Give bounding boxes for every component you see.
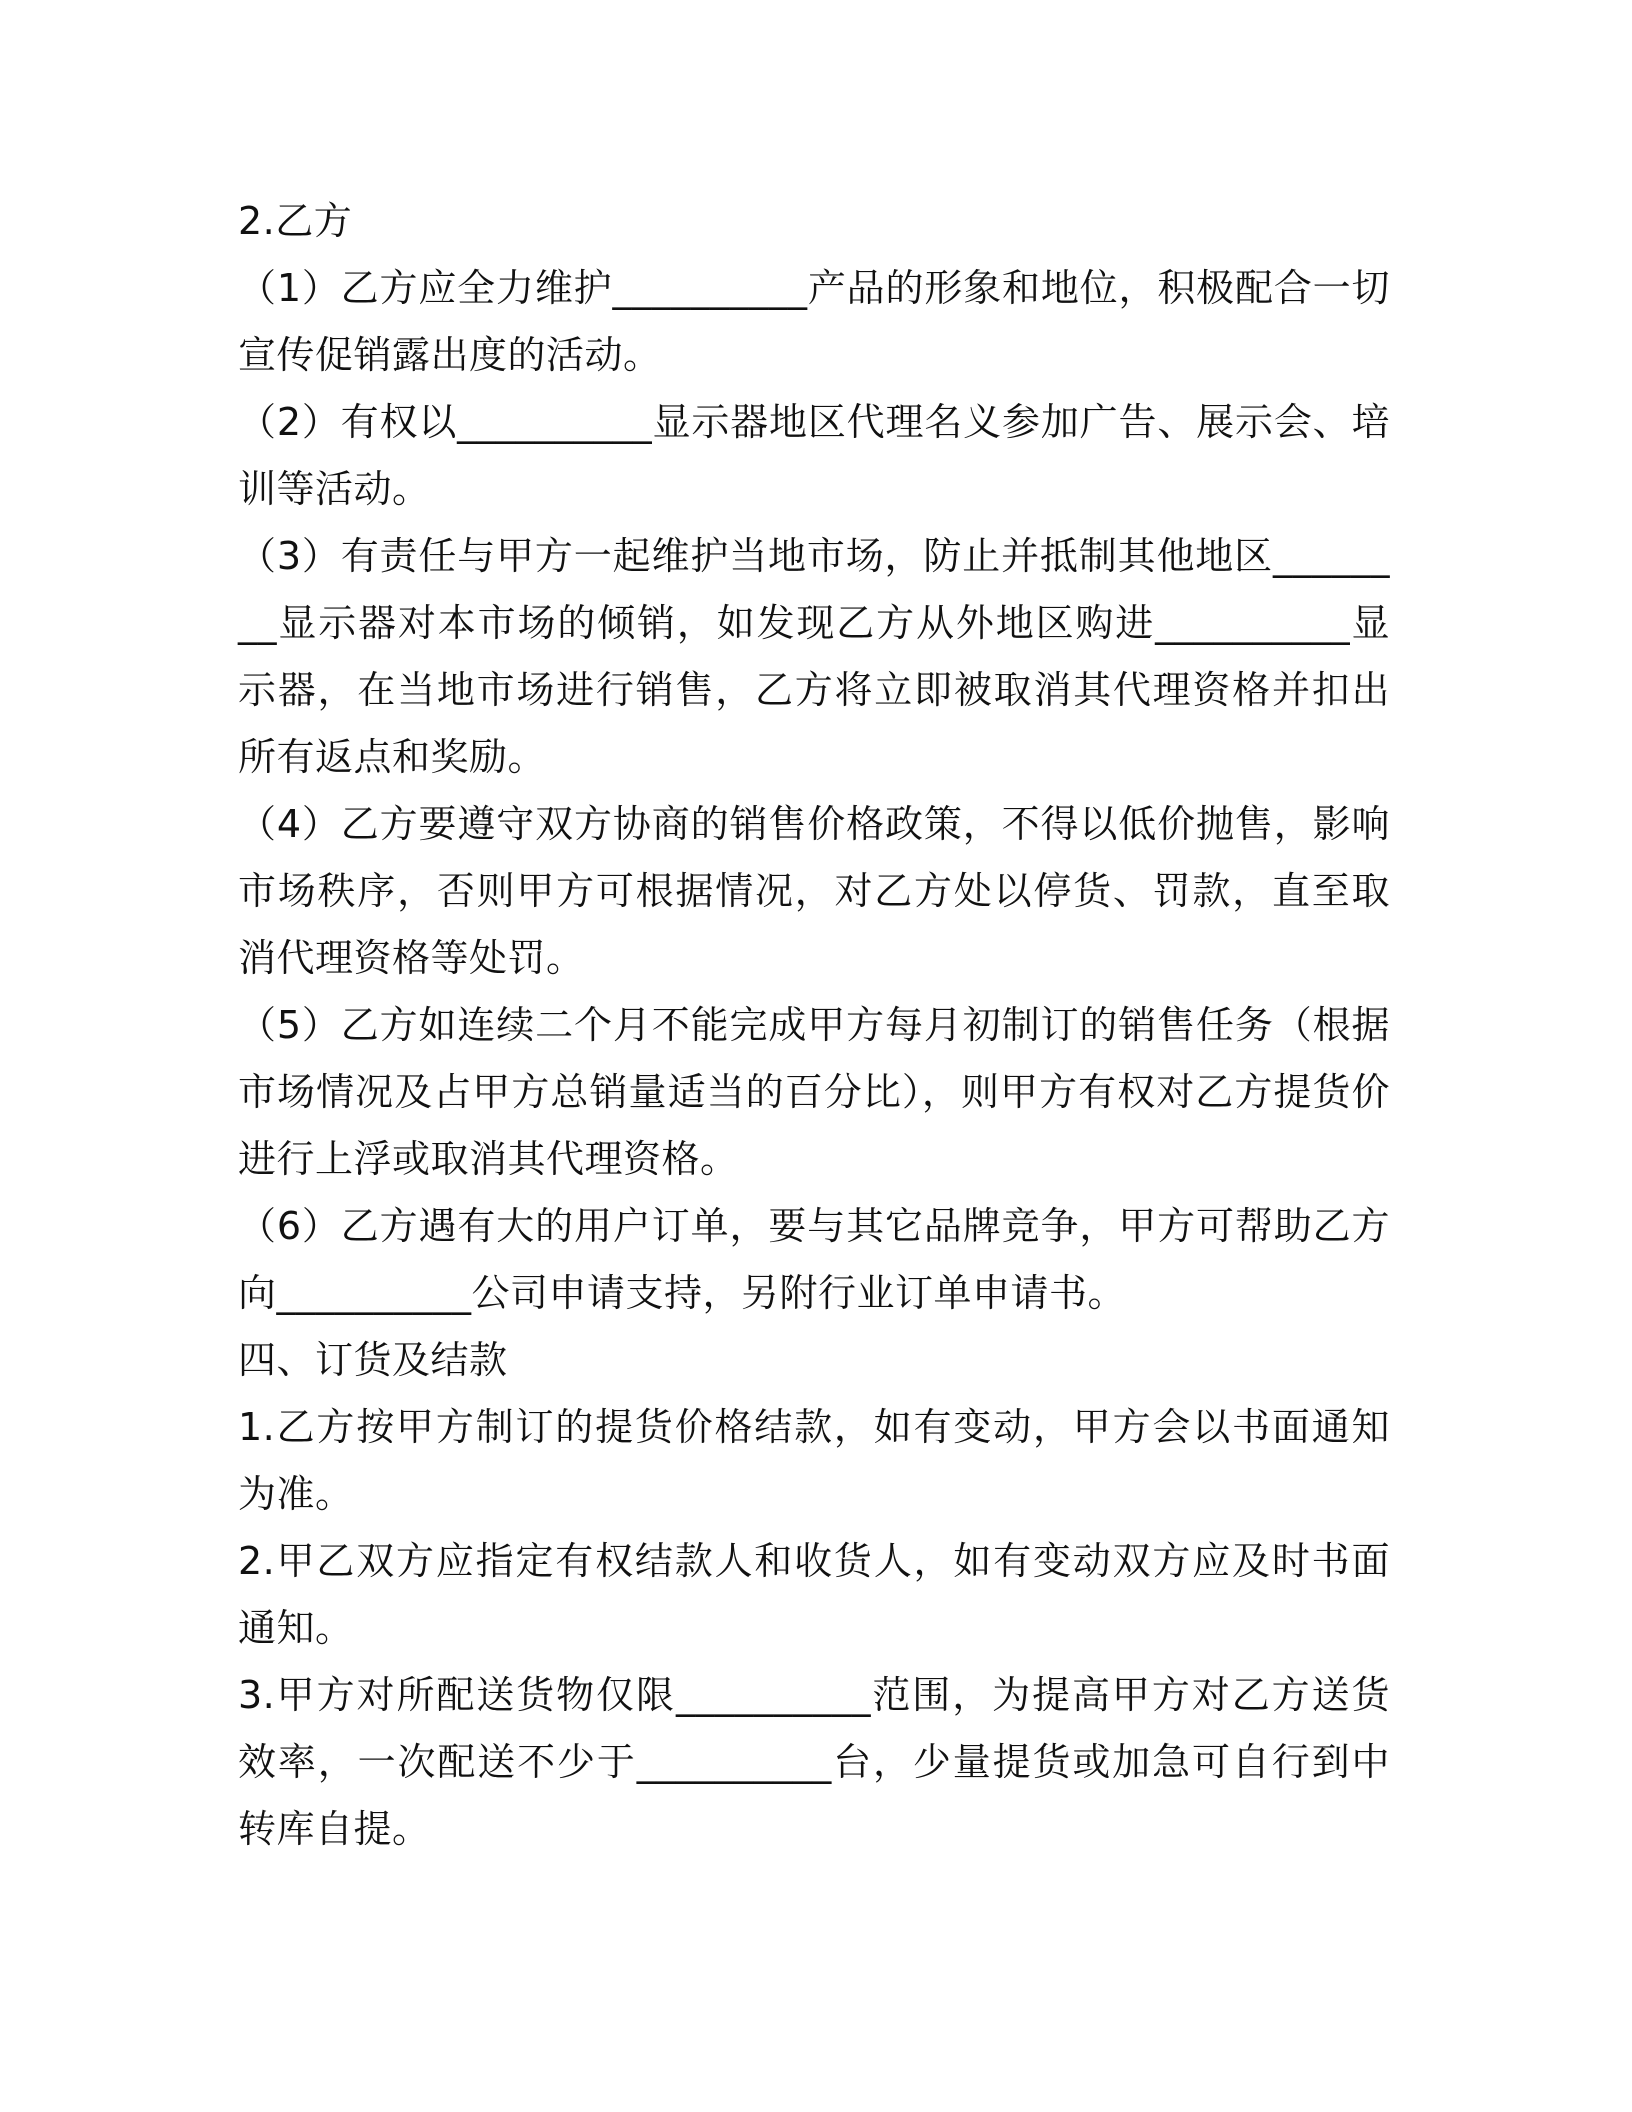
clause-order-2: 2.甲乙双方应指定有权结款人和收货人，如有变动双方应及时书面通知。: [238, 1539, 1390, 1650]
clause-order-3: 3.甲方对所配送货物仅限__________范围，为提高甲方对乙方送货效率，一次配送不少于__________台，少量提货或加急可自行到中转库自提。: [238, 1673, 1390, 1851]
clause-b-5: （5）乙方如连续二个月不能完成甲方每月初制订的销售任务（根据市场情况及占甲方总销量适当的百分比），则甲方有权对乙方提货价进行上浮或取消其代理资格。: [238, 1003, 1390, 1181]
clause-b-3: （3）有责任与甲方一起维护当地市场，防止并抵制其他地区________显示器对本市场的倾销，如发现乙方从外地区购进__________显示器，在当地市场进行销售，乙方将立即被取消其代理资格并扣出所有返点和奖励。: [238, 534, 1390, 779]
clause-b-2: （2）有权以__________显示器地区代理名义参加广告、展示会、培训等活动。: [238, 400, 1390, 511]
clause-order-1: 1.乙方按甲方制订的提货价格结款，如有变动，甲方会以书面通知为准。: [238, 1405, 1390, 1516]
section-heading-party-b: 2.乙方: [238, 199, 353, 243]
document-body: [238, 188, 1390, 1863]
section-heading-ordering-payment: 四、订货及结款: [238, 1338, 508, 1382]
clause-b-6: （6）乙方遇有大的用户订单，要与其它品牌竞争，甲方可帮助乙方向__________公司申请支持，另附行业订单申请书。: [238, 1204, 1390, 1315]
clause-b-4: （4）乙方要遵守双方协商的销售价格政策，不得以低价抛售，影响市场秩序，否则甲方可根据情况，对乙方处以停货、罚款，直至取消代理资格等处罚。: [238, 802, 1390, 980]
clause-b-1: （1）乙方应全力维护__________产品的形象和地位，积极配合一切宣传促销露出度的活动。: [238, 266, 1390, 377]
